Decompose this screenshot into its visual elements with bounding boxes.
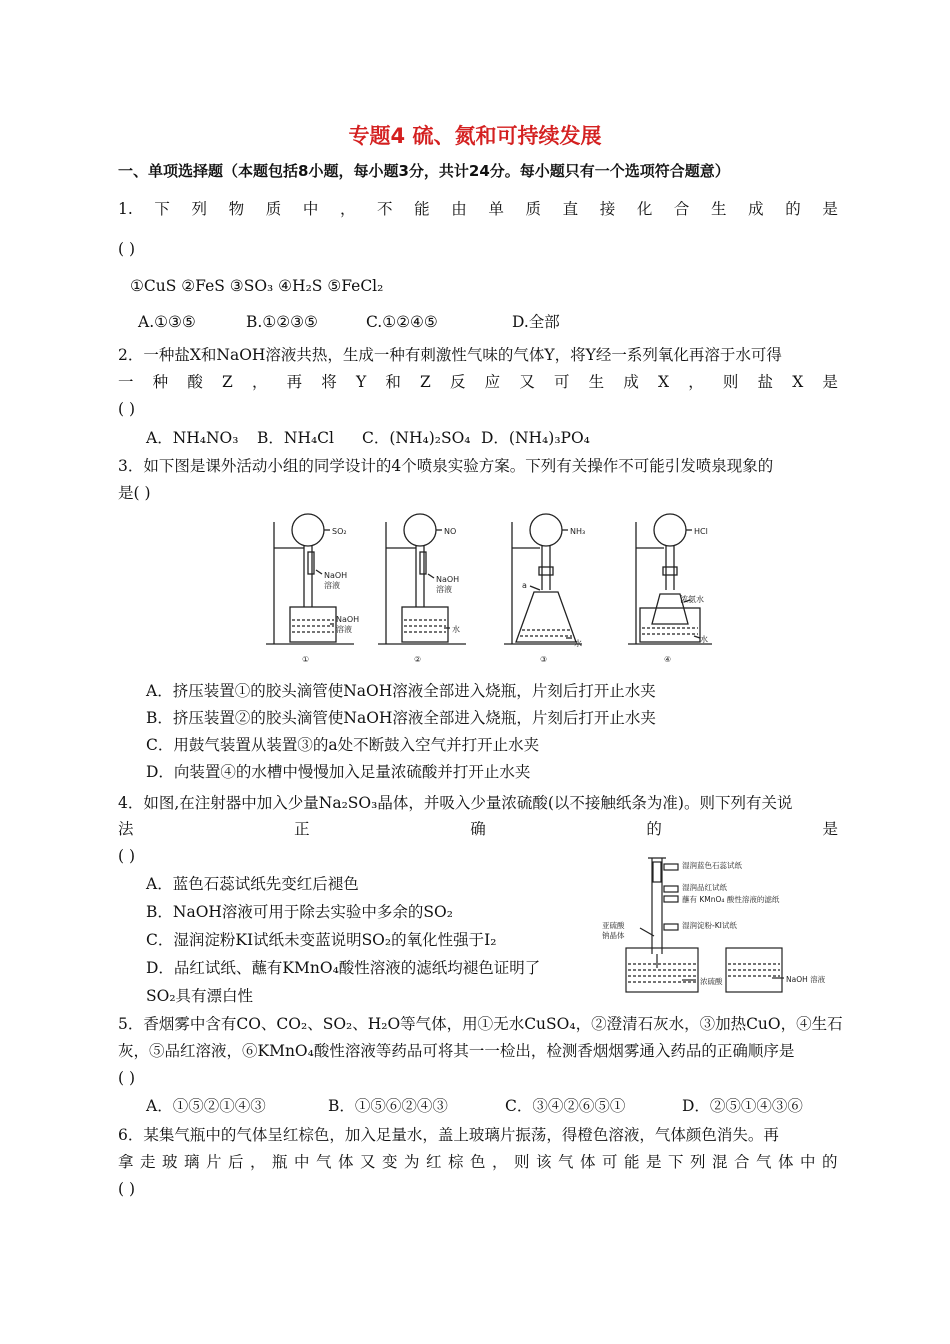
q6-line2-char: 片 xyxy=(206,1153,222,1171)
q5-paren: ( ) xyxy=(118,1069,136,1087)
q2-line2-char: 成 xyxy=(623,373,639,391)
q2-line1: 2．一种盐X和NaOH溶液共热，生成一种有刺激性气味的气体Y，将Y经一系列氧化再溶于水可得 xyxy=(118,346,782,364)
q1-stem-char: 1. xyxy=(118,200,133,218)
q2-line2-char: 酸 xyxy=(187,373,203,391)
q1-stem-char: 是 xyxy=(822,200,838,218)
fig4-label-naoh: NaOH 溶液 xyxy=(786,975,826,984)
q2-line2-char: ， xyxy=(688,373,704,391)
q6-line2-char: 合 xyxy=(734,1153,750,1171)
q4-option-d: D．品红试纸、蘸有KMnO₄酸性溶液的滤纸均褪色证明了 xyxy=(146,959,541,977)
fig-label-gas2: NO xyxy=(444,527,457,536)
q6-line2-char: 又 xyxy=(360,1153,376,1171)
q6-line2-char: 为 xyxy=(404,1153,420,1171)
fig4-label-magenta-paper: 湿润品红试纸 xyxy=(682,883,727,892)
q3-line1: 3．如下图是课外活动小组的同学设计的4个喷泉实验方案。下列有关操作不可能引发喷泉现象的 xyxy=(118,457,774,475)
q5-option-c: C．③④②⑥⑤① xyxy=(505,1097,626,1115)
q4-option-b: B．NaOH溶液可用于除去实验中多余的SO₂ xyxy=(146,903,453,921)
q6-line2-char: 变 xyxy=(382,1153,398,1171)
q4-line1: 4．如图,在注射器中加入少量Na₂SO₃晶体，并吸入少量浓硫酸(以不接触纸条为准)。则下列有关说 xyxy=(118,794,793,812)
q2-line2-char: 则 xyxy=(722,373,739,391)
syringe-experiment-figure xyxy=(600,852,840,998)
q6-line2-char: 体 xyxy=(580,1153,596,1171)
q6-line2-char: ， xyxy=(492,1153,508,1171)
q6-line2-char: 气 xyxy=(316,1153,332,1171)
q6-line2-char: 棕 xyxy=(448,1153,464,1171)
q4-line2-char: 的 xyxy=(646,820,662,838)
q1-stem-char: 成 xyxy=(748,200,764,218)
q1-stem-char: 生 xyxy=(711,200,727,218)
q2-line2-char: 将 xyxy=(321,373,337,391)
fig-label-sol1: 溶液 xyxy=(324,581,340,590)
q2-line2-char: 可 xyxy=(553,373,570,391)
q1-option-c: C.①②④⑤ xyxy=(366,313,438,331)
q1-items: ①CuS ②FeS ③SO₃ ④H₂S ⑤FeCl₂ xyxy=(130,277,384,295)
fig-number-3: ③ xyxy=(540,655,548,664)
q1-stem-char: 由 xyxy=(451,200,467,218)
q6-line2-char: 红 xyxy=(426,1153,442,1171)
fig-label-naoh1b: NaOH xyxy=(336,615,360,624)
q5-option-d: D．②⑤①④③⑥ xyxy=(682,1097,803,1115)
q2-line2-char: 是 xyxy=(822,373,838,391)
q3-option-b: B．挤压装置②的胶头滴管使NaOH溶液全部进入烧瓶，片刻后打开止水夹 xyxy=(146,709,656,727)
q6-paren: ( ) xyxy=(118,1180,136,1198)
q5-line2: 灰，⑤品红溶液，⑥KMnO₄酸性溶液等药品可将其一一检出，检测香烟烟雾通入药品的正确顺序是 xyxy=(118,1042,795,1060)
q4-option-a: A．蓝色石蕊试纸先变红后褪色 xyxy=(146,875,359,893)
fig-label-naoh1: NaOH xyxy=(324,571,348,580)
fig-label-water4: 水 xyxy=(700,635,708,644)
q6-line2-char: ， xyxy=(250,1153,266,1171)
fig-label-water3: 水 xyxy=(574,639,582,648)
q6-line2-char: 气 xyxy=(558,1153,574,1171)
q1-stem-char: 的 xyxy=(785,200,801,218)
q2-paren: ( ) xyxy=(118,400,136,418)
q1-stem xyxy=(118,198,838,220)
q4-line2-char: 是 xyxy=(822,820,838,838)
fig-label-a3: a xyxy=(522,581,527,590)
q1-stem-char: 下 xyxy=(154,200,170,218)
fig-number-2: ② xyxy=(414,655,422,664)
fig-label-naoh2: NaOH xyxy=(436,575,460,584)
q6-line2-char: 能 xyxy=(624,1153,640,1171)
q3-option-a: A．挤压装置①的胶头滴管使NaOH溶液全部进入烧瓶，片刻后打开止水夹 xyxy=(146,682,656,700)
q2-line2-char: 应 xyxy=(484,373,501,391)
q2-line2-char: 一 xyxy=(118,373,134,391)
section-heading: 一、单项选择题（本题包括8小题，每小题3分，共计24分。每小题只有一个选项符合题意） xyxy=(118,162,730,180)
q5-option-b: B．①⑤⑥②④③ xyxy=(328,1097,448,1115)
q2-line2-char: 再 xyxy=(286,373,303,391)
page-title: 专题4 硫、氮和可持续发展 xyxy=(348,124,602,148)
q1-stem-char: 能 xyxy=(414,200,430,218)
q1-stem-char: 接 xyxy=(599,200,616,218)
q2-option-a: A．NH₄NO₃ xyxy=(146,429,239,447)
q6-line2-char: 是 xyxy=(646,1153,662,1171)
q3-line2: 是( ) xyxy=(118,484,151,502)
q1-stem-char: 物 xyxy=(228,200,245,218)
q2-line2-char: 和 xyxy=(385,373,401,391)
q6-line2-char: 可 xyxy=(602,1153,618,1171)
fig-label-sol1b: 溶液 xyxy=(336,625,352,634)
fig-number-1: ① xyxy=(302,655,310,664)
fig4-label-ki-paper: 湿润淀粉-KI试纸 xyxy=(682,921,737,930)
q4-line2-char: 法 xyxy=(118,820,134,838)
q3-option-c: C．用鼓气装置从装置③的a处不断鼓入空气并打开止水夹 xyxy=(146,736,540,754)
q1-stem-char: 质 xyxy=(525,200,541,218)
q6-line2-char: 走 xyxy=(140,1153,156,1171)
q1-option-b: B.①②③⑤ xyxy=(246,313,318,331)
q4-option-c: C．湿润淀粉KI试纸未变蓝说明SO₂的氧化性强于I₂ xyxy=(146,931,497,949)
q2-line2-char: X xyxy=(658,373,670,391)
q1-stem-char: ， xyxy=(339,200,356,218)
q1-stem-char: 化 xyxy=(636,200,653,218)
q6-line2-char: 下 xyxy=(668,1153,684,1171)
q6-line2-char: 后 xyxy=(228,1153,244,1171)
q4-line2 xyxy=(118,818,838,840)
fountain-experiment-figure xyxy=(264,512,716,672)
fig-label-gas4: HCl xyxy=(694,527,708,536)
q2-option-c: C．(NH₄)₂SO₄ xyxy=(362,429,471,447)
q2-line2-char: 种 xyxy=(152,373,169,391)
q1-stem-char: 中 xyxy=(302,200,319,218)
q2-option-d: D．(NH₄)₃PO₄ xyxy=(481,429,590,447)
q4-line2-char: 确 xyxy=(470,820,486,838)
q6-line1: 6．某集气瓶中的气体呈红棕色，加入足量水，盖上玻璃片振荡，得橙色溶液，气体颜色消失。再 xyxy=(118,1126,779,1144)
q2-line2-char: X xyxy=(792,373,804,391)
q1-paren: ( ) xyxy=(118,240,136,258)
q6-line2-char: 色 xyxy=(470,1153,486,1171)
q2-line2-char: 反 xyxy=(449,373,466,391)
q6-line2-char: 的 xyxy=(822,1153,838,1171)
q1-stem-char: 质 xyxy=(265,200,282,218)
q6-line2-char: 中 xyxy=(800,1153,816,1171)
q1-option-a: A.①③⑤ xyxy=(138,313,196,331)
q2-line2-char: 生 xyxy=(588,373,605,391)
q6-line2-char: 该 xyxy=(536,1153,552,1171)
q6-line2-char: 璃 xyxy=(184,1153,200,1171)
q6-line2-char: 拿 xyxy=(118,1153,134,1171)
fig4-label-conc-h2so4: 浓硫酸 xyxy=(700,977,723,986)
fig4-label-sulfite-a: 亚硫酸 xyxy=(602,921,625,930)
q2-line2-char: Z xyxy=(420,373,431,391)
q1-stem-char: 合 xyxy=(673,200,690,218)
q2-line2-char: 又 xyxy=(519,373,535,391)
q6-line2 xyxy=(118,1151,838,1173)
q6-line2-char: 瓶 xyxy=(272,1153,288,1171)
q6-line2-char: 体 xyxy=(338,1153,354,1171)
q4-paren: ( ) xyxy=(118,847,136,865)
q6-line2-char: 气 xyxy=(756,1153,772,1171)
q6-line2-char: 混 xyxy=(712,1153,728,1171)
q6-line2-char: 列 xyxy=(690,1153,706,1171)
q4-line2-char: 正 xyxy=(294,820,310,838)
fig4-label-sulfite-b: 钠晶体 xyxy=(602,931,625,940)
q1-option-d: D.全部 xyxy=(512,313,560,331)
fig-label-gas3: NH₃ xyxy=(570,527,586,536)
fig-label-conc4: 浓氨水 xyxy=(680,595,704,604)
q3-option-d: D．向装置④的水槽中慢慢加入足量浓硫酸并打开止水夹 xyxy=(146,763,531,781)
fig-label-gas1: SO₂ xyxy=(332,527,347,536)
fig-number-4: ④ xyxy=(664,655,672,664)
q6-line2-char: 体 xyxy=(778,1153,794,1171)
q2-line2-char: Y xyxy=(355,373,367,391)
q6-line2-char: 玻 xyxy=(162,1153,178,1171)
q2-option-b: B．NH₄Cl xyxy=(257,429,335,447)
q6-line2-char: 中 xyxy=(294,1153,310,1171)
q2-line2-char: ， xyxy=(251,373,268,391)
fig4-label-kmno4-paper: 蘸有 KMnO₄ 酸性溶液的滤纸 xyxy=(682,895,780,904)
q1-stem-char: 不 xyxy=(377,200,393,218)
q5-option-a: A．①⑤②①④③ xyxy=(146,1097,266,1115)
fig-label-sol2: 溶液 xyxy=(436,585,452,594)
q2-line2-char: 盐 xyxy=(757,373,774,391)
q2-line2 xyxy=(118,371,838,393)
q1-stem-char: 单 xyxy=(488,200,504,218)
q1-stem-char: 直 xyxy=(562,200,579,218)
fig-label-water2: 水 xyxy=(452,625,460,634)
q4-option-d-cont: SO₂具有漂白性 xyxy=(146,987,254,1005)
q2-line2-char: Z xyxy=(222,373,233,391)
q6-line2-char: 则 xyxy=(514,1153,530,1171)
q5-line1: 5．香烟雾中含有CO、CO₂、SO₂、H₂O等气体，用①无水CuSO₄，②澄清石灰水，③加热CuO，④生石 xyxy=(118,1015,843,1033)
q1-stem-char: 列 xyxy=(191,200,208,218)
fig4-label-blue-litmus: 湿润蓝色石蕊试纸 xyxy=(682,861,742,870)
